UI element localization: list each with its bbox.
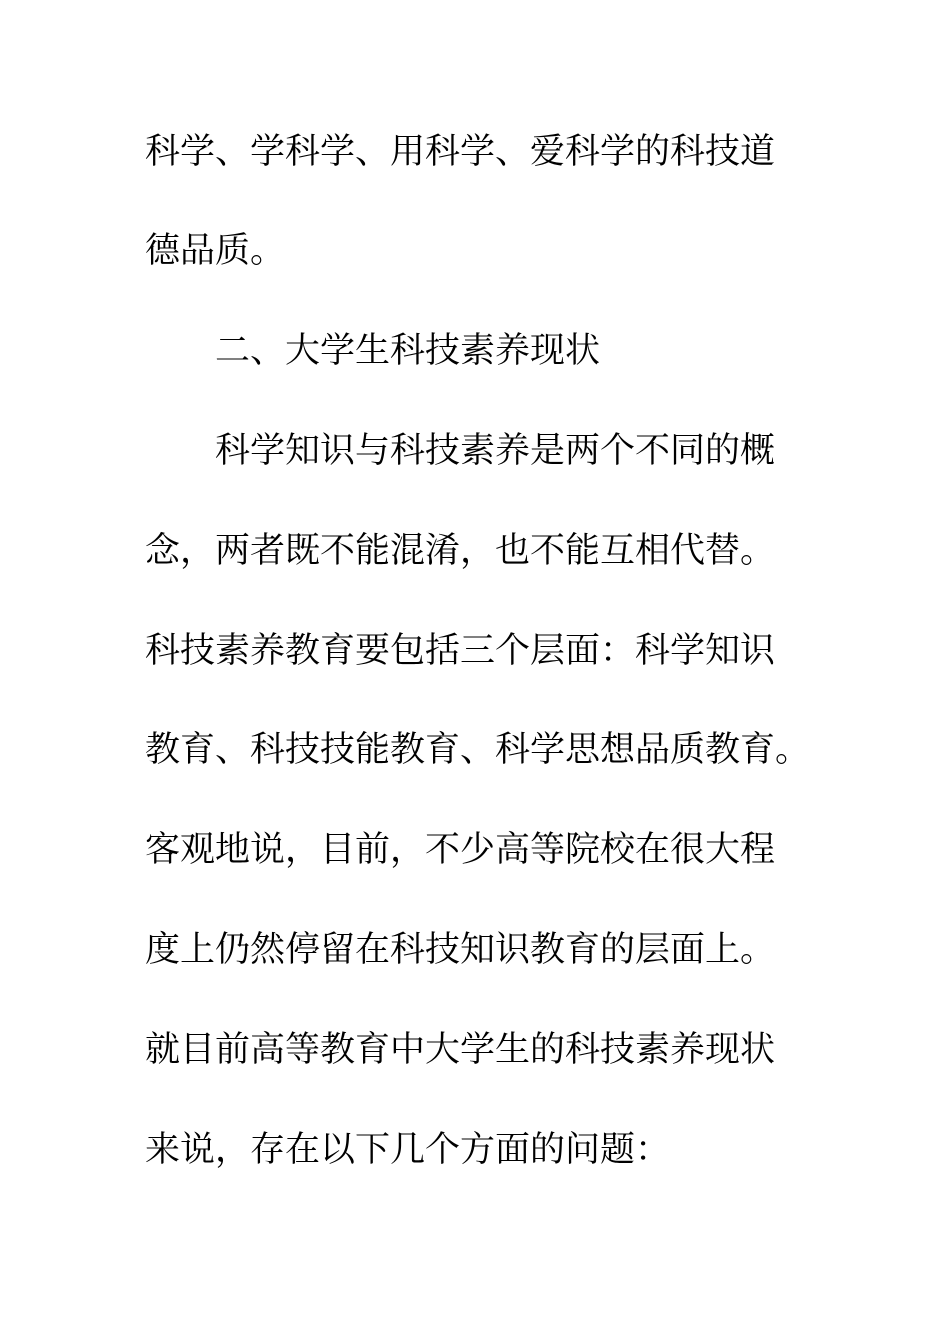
- text-line-11: 来说，存在以下几个方面的问题：: [145, 1130, 671, 1170]
- text-line-10: 就目前高等教育中大学生的科技素养现状: [145, 1030, 776, 1070]
- text-line-8: 客观地说，目前，不少高等院校在很大程: [145, 830, 776, 870]
- text-line-5: 念，两者既不能混淆，也不能互相代替。: [145, 531, 776, 571]
- text-line-1: 科学、学科学、用科学、爱科学的科技道: [145, 132, 776, 172]
- section-heading: 二、大学生科技素养现状: [215, 331, 601, 371]
- text-line-9: 度上仍然停留在科技知识教育的层面上。: [145, 930, 776, 970]
- text-line-2: 德品质。: [145, 231, 286, 271]
- text-line-6: 科技素养教育要包括三个层面：科学知识: [145, 631, 776, 671]
- paragraph-first-line: 科学知识与科技素养是两个不同的概: [215, 431, 776, 471]
- text-line-7: 教育、科技技能教育、科学思想品质教育。: [145, 730, 811, 770]
